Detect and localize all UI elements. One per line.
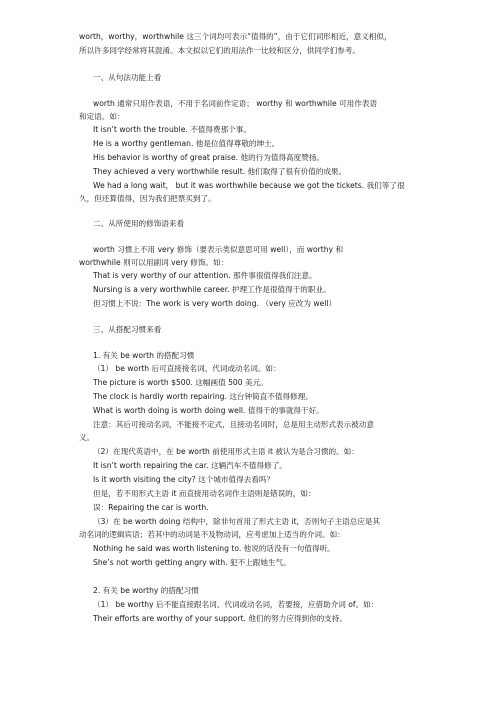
example-9: The picture is worth $500. 这幅画值 500 美元。 xyxy=(93,378,268,387)
subsection-2: 2. 有关 be worthy 的搭配习惯 xyxy=(93,586,199,595)
paragraph-2-line-2: worthwhile 则可以用副词 very 修饰。如： xyxy=(79,258,229,267)
intro-line-1: worth，worthy，worthwhile 这三个词均可表示“值得的”，由于它们词形相近，意义相似， xyxy=(79,32,392,41)
subpoint-1-2: （2）在现代英语中，在 be worth 前使用形式主语 it 被认为是合习惯的。如： xyxy=(93,447,359,456)
intro-line-2: 所以许多同学经常将其混淆。本文拟以它们的用法作一比较和区分，供同学们参考。 xyxy=(79,46,360,55)
example-2: He is a worthy gentleman. 他是位值得尊敬的绅士。 xyxy=(93,139,280,148)
example-1: It isn’t worth the trouble. 不值得费那个事。 xyxy=(93,125,251,134)
example-15: She’s not worth getting angry with. 犯不上跟她生气。 xyxy=(93,558,291,567)
note-2: 但是，若不用形式主语 it 而直接用动名词作主语则是错误的，如： xyxy=(93,489,316,498)
subpoint-1-1: （1） be worth 后可直接接名词、代词或动名词。如： xyxy=(93,364,281,373)
note-1: 注意：其后可接动名词，不能接不定式，且接动名词时，总是用主动形式表示被动意 xyxy=(93,420,374,429)
example-6: That is very worthy of our attention. 那件事很值得我们注意。 xyxy=(93,271,317,280)
section-heading-2: 二、从所使用的修饰语来看 xyxy=(93,219,185,228)
example-8: 但习惯上不说：The work is very worth doing. （very 应改为 well） xyxy=(93,299,337,308)
example-13: Is it worth visiting the city? 这个城市值得去看吗？ xyxy=(93,475,275,484)
example-4: They achieved a very worthwhile result. 他们取得了很有价值的成果。 xyxy=(93,167,347,176)
example-11: What is worth doing is worth doing well. 值得干的事就得干好。 xyxy=(93,406,324,415)
note-2-cont: 误：Repairing the car is worth. xyxy=(93,503,209,512)
paragraph-1-line-1: worth 通常只用作表语，不用于名词前作定语； worthy 和 worthwhile 可用作表语 xyxy=(93,99,378,108)
example-3: His behavior is worthy of great praise. 他的行为值得高度赞扬。 xyxy=(93,153,325,162)
section-heading-3: 三、从搭配习惯来看 xyxy=(93,325,162,334)
example-12: It isn’t worth repairing the car. 这辆汽车不值得修了。 xyxy=(93,461,287,470)
section-heading-1: 一、从句法功能上看 xyxy=(93,73,162,82)
example-5-cont: 久，但还算值得，因为我们把票买到了。 xyxy=(79,194,216,203)
example-10: The clock is hardly worth repairing. 这台钟简直不值得修理。 xyxy=(93,392,313,401)
example-14: Nothing he said was worth listening to. 他说的话没有一句值得听。 xyxy=(93,544,335,553)
subpoint-2-1: （1） be worthy 后不能直接跟名词、代词或动名词，若要接，应借助介词 of。如： xyxy=(93,600,379,609)
example-7: Nursing is a very worthwhile career. 护理工作是很值得干的职业。 xyxy=(93,285,331,294)
subsection-1: 1. 有关 be worth 的搭配习惯 xyxy=(93,351,195,360)
example-5: We had a long wait， but it was worthwhile because we got the tickets. 我们等了很 xyxy=(93,181,405,190)
example-16: Their efforts are worthy of your support. 他们的努力应得到你的支持。 xyxy=(93,614,348,623)
note-1-cont: 义。 xyxy=(79,433,95,442)
paragraph-2-line-1: worth 习惯上不用 very 修饰（要表示类似意思可用 well），而 worthy 和 xyxy=(93,245,344,254)
subpoint-1-3-cont: 动名词的逻辑宾语；若其中的动词是不及物动词，应考虑加上适当的介词。如： xyxy=(79,530,345,539)
subpoint-1-3: （3）在 be worth doing 结构中，除非句首用了形式主语 it，否则句子主语总应是其 xyxy=(93,517,381,526)
paragraph-1-line-2: 和定语。如： xyxy=(79,112,125,121)
